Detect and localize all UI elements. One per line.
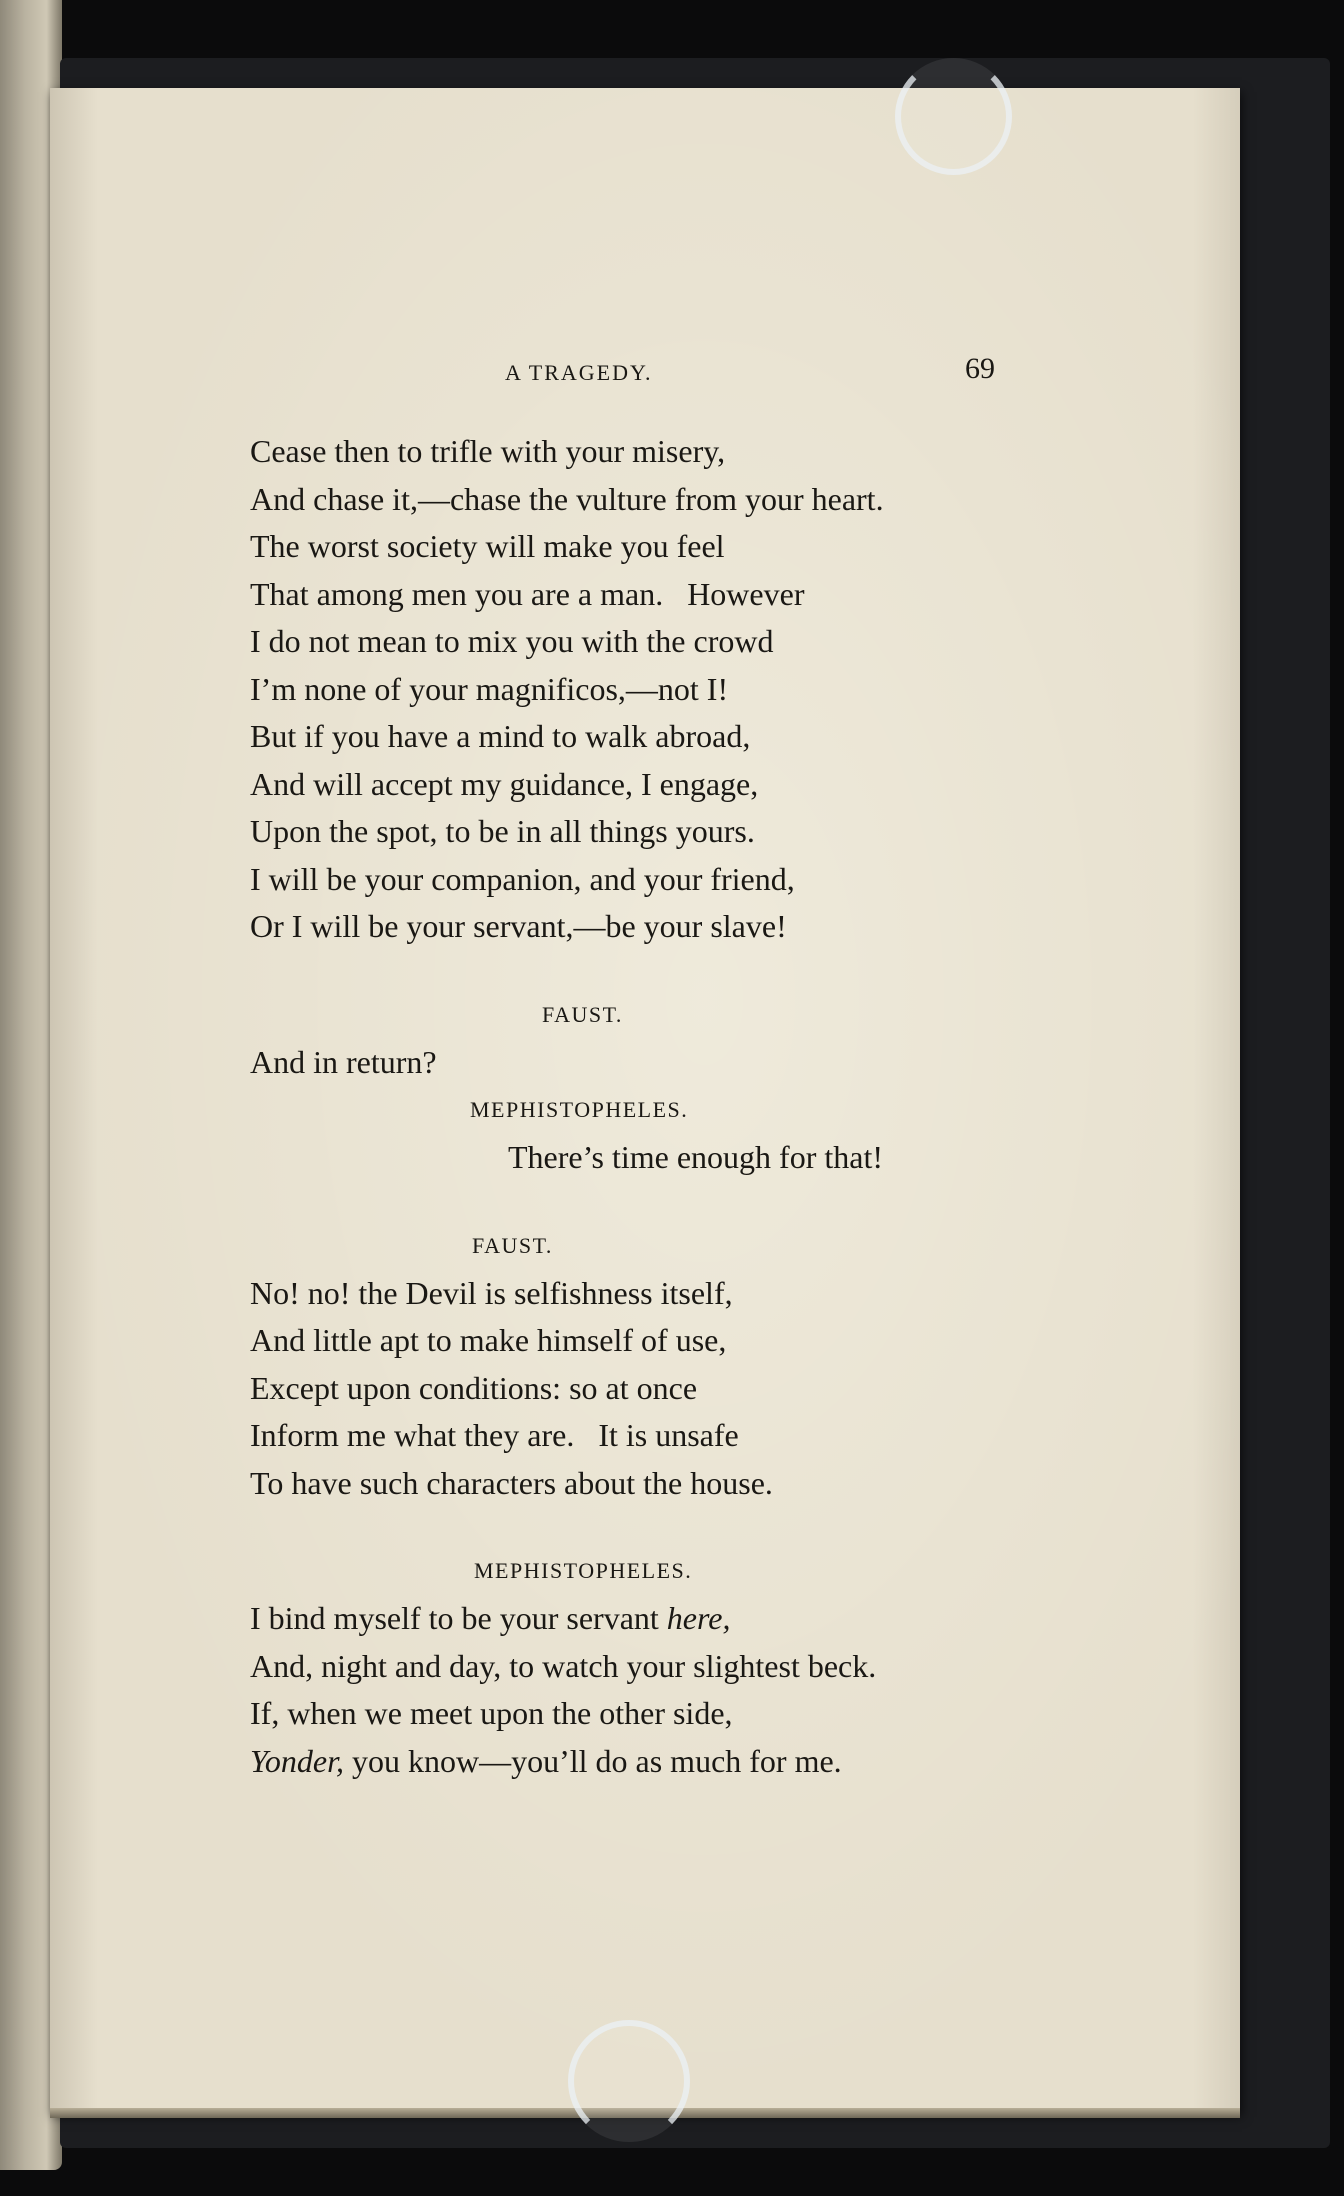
verse-line: Inform me what they are. It is unsafe [250, 1417, 739, 1453]
verse-line: To have such characters about the house. [250, 1464, 773, 1501]
verse-text: I bind myself to be your servant [250, 1600, 667, 1636]
verse-line: I will be your companion, and your friend, [250, 860, 795, 897]
verse-line: I’m none of your magnificos,—not I! [250, 670, 729, 707]
speaker-name: MEPHISTOPHELES. [474, 1558, 693, 1583]
speaker-name: FAUST. [472, 1232, 553, 1258]
verse-line: That among men you are a man. However [250, 575, 805, 612]
speaker-name: FAUST. [542, 1001, 623, 1027]
verse-line: And chase it,—chase the vulture from your heart. [250, 480, 884, 517]
verse-line: I do not mean to mix you with the crowd [250, 623, 774, 659]
verse-line: The worst society will make you feel [250, 528, 725, 564]
verse-line: Cease then to trifle with your misery, [250, 433, 726, 469]
page-number: 69 [965, 352, 995, 385]
running-head [250, 352, 995, 398]
verse-line: And will accept my guidance, I engage, [250, 765, 759, 802]
verse-line: Except upon conditions: so at once [250, 1369, 698, 1406]
verse-line: Or I will be your servant,—be your slave! [250, 908, 787, 944]
verse-line: And in return? [250, 1043, 437, 1080]
verse-line: No! no! the Devil is selfishness itself, [250, 1274, 733, 1311]
page-clip-top [895, 58, 1012, 175]
verse-line [250, 1738, 1010, 1786]
verse-line: There’s time enough for that! [508, 1139, 883, 1175]
verse-line: And, night and day, to watch your slightest beck. [250, 1647, 877, 1684]
verse-line: If, when we meet upon the other side, [250, 1695, 733, 1731]
page-text [250, 428, 1010, 1785]
emphasis-text: Yonder, [250, 1742, 344, 1779]
verse-line [250, 1595, 1010, 1643]
verse-line: But if you have a mind to walk abroad, [250, 718, 751, 754]
verse-line: Upon the spot, to be in all things yours. [250, 813, 755, 849]
verse-line: And little apt to make himself of use, [250, 1322, 727, 1358]
speaker-name: MEPHISTOPHELES. [470, 1097, 689, 1122]
emphasis-text: here, [666, 1600, 731, 1636]
running-head-title: A TRAGEDY. [505, 360, 653, 385]
page-clip-bottom [568, 2020, 690, 2142]
verse-text: you know—you’ll do as much for me. [343, 1742, 842, 1779]
speech-mephistopheles-1 [250, 428, 1010, 951]
